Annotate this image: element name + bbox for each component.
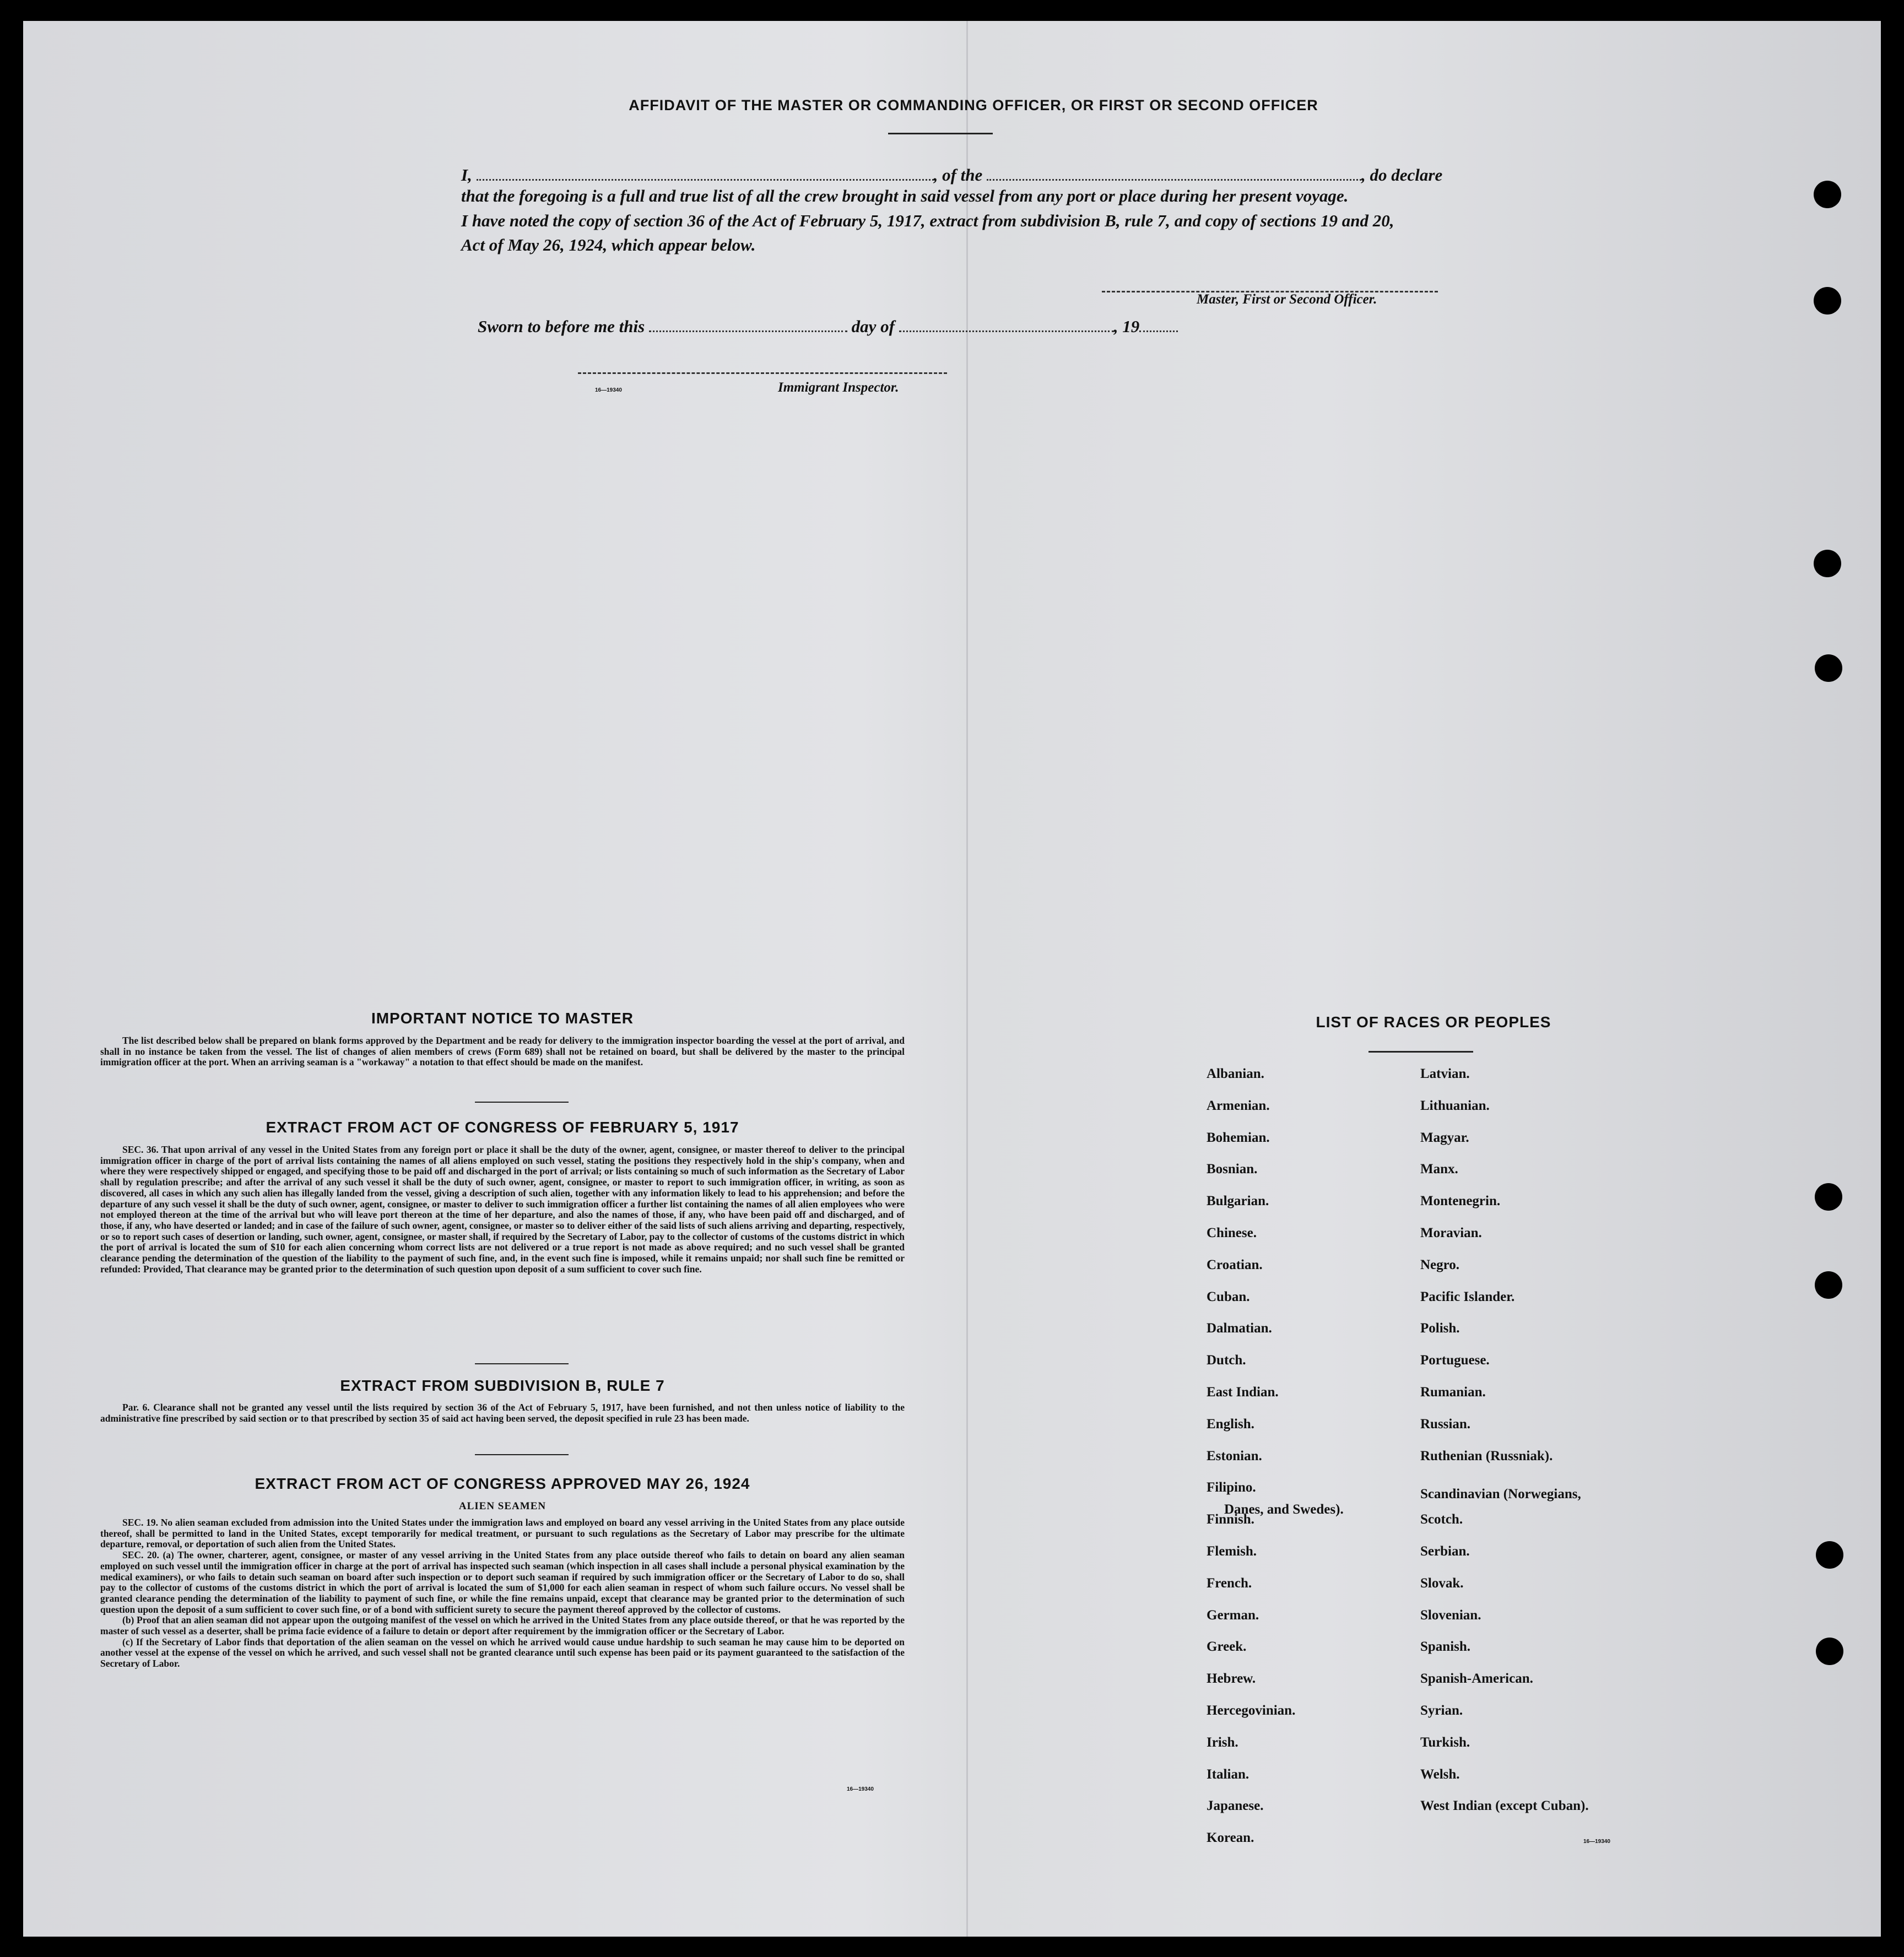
race-item: Montenegrin. bbox=[1420, 1194, 1501, 1209]
race-item: Armenian. bbox=[1207, 1098, 1270, 1113]
section-36-paragraph: SEC. 36. That upon arrival of any vessel in the United States from any foreign port or place it shall be the duty of the owner, agent, consignee, or master thereof to deliver to the principal immigration officer in charge of the port of arrival lists containing the names of all aliens employed on such vessel, stating the positions they respectively hold in the ship's company, when and where they were respectively shipped or engaged, and specifying those to be paid off and discharged in the port of arrival; or lists containing so much of such information as the Secretary of Labor shall by regulation prescribe; and after the arrival of any such vessel it shall be the duty of such owner, agent, consignee, or master to report to such immigration officer, in writing, as soon as discovered, all cases in which any such alien has illegally landed from the vessel, giving a description of such alien, together with any information likely to lead to his apprehension; and before the departure of any such vessel it shall be the duty of such owner, agent, consignee, or master to deliver to such immigration officer a further list containing the names of all alien employees who were not employed thereon at the time of the arrival but who will leave port thereon at the time of her departure, and also the names of those, if any, who have been paid off and discharged, and of those, if any, who have deserted or landed; and in case of the failure of such owner, agent, consignee, or master so to deliver either of the said lists of such aliens arriving and departing, respectively, or so to report such cases of desertion or landing, such owner, agent, consignee, or master shall, if required by the Secretary of Labor, pay to the collector of customs of the customs district in which the port of arrival is located the sum of $10 for each alien concerning whom correct lists are not delivered or a true report is not made as above required; and no such vessel shall be granted clearance pending the determination of the question of the liability to the payment of such fine, and, in the event such fine is imposed, while it remains unpaid; nor shall such fine be remitted or refunded: Provided, That clearance may be granted prior to the determination of such question upon deposit of a sum sufficient to cover such fine. bbox=[100, 1144, 905, 1275]
race-item: Bosnian. bbox=[1207, 1162, 1258, 1177]
race-item: Negro. bbox=[1420, 1257, 1460, 1272]
binder-hole bbox=[1814, 181, 1841, 208]
race-item: Japanese. bbox=[1207, 1798, 1264, 1814]
binder-hole bbox=[1814, 550, 1841, 577]
center-fold bbox=[966, 21, 968, 1937]
affidavit-line-4: Act of May 26, 1924, which appear below. bbox=[461, 235, 756, 254]
extract-1924-text bbox=[100, 1517, 905, 1669]
race-item: Magyar. bbox=[1420, 1130, 1469, 1145]
race-item: German. bbox=[1207, 1607, 1259, 1623]
extract-1917-text bbox=[100, 1145, 905, 1275]
race-item: Albanian. bbox=[1207, 1066, 1264, 1081]
sworn-mid: day of bbox=[851, 317, 895, 336]
name-blank[interactable] bbox=[477, 177, 934, 181]
title-underline bbox=[888, 133, 993, 134]
race-item: Estonian. bbox=[1207, 1448, 1262, 1463]
vessel-blank[interactable] bbox=[987, 177, 1361, 181]
race-item: Welsh. bbox=[1420, 1766, 1460, 1782]
race-item: Manx. bbox=[1420, 1162, 1458, 1177]
form-number: 16—19340 bbox=[1583, 1839, 1610, 1845]
affidavit-line-2: that the foregoing is a full and true list of all the crew brought in said vessel from any port or place during her present voyage. bbox=[461, 186, 1349, 205]
section-20a-paragraph: SEC. 20. (a) The owner, charterer, agent, consignee, or master of any vessel arriving in the United States from any place outside thereof who fails to detain on board any alien seaman employed on such vessel until the immigration officer in charge at the port of arrival has inspected such seaman (which inspection in all cases shall include a personal physical examination by the medical examiners), or who fails to detain such seaman on board after such inspection or to deport such seaman if required by such immigration officer or the Secretary of Labor to do so, shall pay to the collector of customs of the customs district in which the port of arrival is located the sum of $1,000 for each alien seaman in respect of whom such failure occurs. No vessel shall be granted clearance pending the determination of the liability to payment of such fine, or while the fine remains unpaid, except that clearance may be granted prior to the determination of such question upon the deposit of a sum sufficient to cover such fine, or of a bond with sufficient surety to secure the payment thereof approved by the collector of customs. bbox=[100, 1549, 905, 1615]
race-item: Italian. bbox=[1207, 1766, 1250, 1782]
race-item: Slovak. bbox=[1420, 1575, 1464, 1591]
race-item: Slovenian. bbox=[1420, 1607, 1481, 1623]
sworn-start: Sworn to before me this bbox=[478, 317, 645, 336]
sworn-end: , 19 bbox=[1113, 317, 1140, 336]
race-item: Moravian. bbox=[1420, 1226, 1482, 1240]
form-number: 16—19340 bbox=[595, 387, 622, 393]
notice-title: IMPORTANT NOTICE TO MASTER bbox=[371, 1010, 634, 1027]
extract-1924-title: EXTRACT FROM ACT OF CONGRESS APPROVED MAY 26, 1924 bbox=[255, 1475, 750, 1492]
race-item: Korean. bbox=[1207, 1830, 1254, 1846]
race-item: French. bbox=[1207, 1575, 1252, 1591]
race-item: Hercegovinian. bbox=[1207, 1703, 1296, 1718]
race-item: Ruthenian (Russniak). bbox=[1420, 1448, 1553, 1463]
race-item: East Indian. bbox=[1207, 1385, 1279, 1400]
race-item: Polish. bbox=[1420, 1321, 1460, 1336]
binder-hole bbox=[1816, 1541, 1843, 1569]
alien-seamen-subtitle: ALIEN SEAMEN bbox=[458, 1500, 547, 1512]
race-item: Rumanian. bbox=[1420, 1385, 1486, 1400]
year-blank[interactable] bbox=[1139, 328, 1178, 332]
race-item: Filipino. bbox=[1207, 1480, 1256, 1495]
affidavit-line1-end: , do declare bbox=[1361, 165, 1443, 185]
race-item: Spanish-American. bbox=[1420, 1671, 1533, 1687]
race-item: Spanish. bbox=[1420, 1639, 1471, 1655]
race-item: Dutch. bbox=[1207, 1353, 1246, 1368]
month-blank[interactable] bbox=[899, 328, 1114, 332]
race-item: Irish. bbox=[1207, 1734, 1238, 1750]
race-item: Greek. bbox=[1207, 1639, 1247, 1655]
race-item: Serbian. bbox=[1420, 1544, 1470, 1559]
race-item: Russian. bbox=[1420, 1416, 1471, 1432]
section-19-paragraph: SEC. 19. No alien seaman excluded from admission into the United States under the immigration laws and employed on board any vessel arriving in the United States from any place outside thereof, shall be permitted to land in the United States, except temporarily for medical treatment, or pursuant to such regulations as the Secretary of Labor may prescribe for the ultimate departure, removal, or deportation of such alien from the United States. bbox=[100, 1517, 905, 1550]
race-item: Croatian. bbox=[1207, 1257, 1263, 1272]
sworn-line bbox=[478, 317, 1178, 337]
binder-hole bbox=[1815, 1183, 1842, 1211]
section-divider bbox=[475, 1454, 569, 1455]
race-item: Bohemian. bbox=[1207, 1130, 1270, 1145]
race-item: Syrian. bbox=[1420, 1703, 1463, 1718]
race-item: Hebrew. bbox=[1207, 1671, 1256, 1687]
race-item: Pacific Islander. bbox=[1420, 1289, 1515, 1304]
inspector-signature-line[interactable] bbox=[578, 372, 947, 374]
form-number: 16—19340 bbox=[847, 1786, 874, 1792]
document-sheet bbox=[23, 21, 1881, 1937]
affidavit-title: AFFIDAVIT OF THE MASTER OR COMMANDING OFFICER, OR FIRST OR SECOND OFFICER bbox=[629, 97, 1318, 113]
race-item: Finnish. bbox=[1207, 1512, 1254, 1527]
paragraph-6: Par. 6. Clearance shall not be granted any vessel until the lists required by section 36 of the Act of February 5, 1917, have been furnished, and not then unless notice of liability to the administrative fine prescribed by said section or to that prescribed by section 35 of said act having been served, the deposit specified in rule 23 has been made. bbox=[100, 1402, 905, 1424]
affidavit-line1-start: I, bbox=[461, 165, 472, 185]
affidavit-line-3: I have noted the copy of section 36 of the Act of February 5, 1917, extract from subdivision B, rule 7, and copy of sections 19 and 20, bbox=[461, 211, 1394, 230]
race-item: Cuban. bbox=[1207, 1289, 1250, 1304]
race-item: Latvian. bbox=[1420, 1066, 1470, 1081]
race-item: Lithuanian. bbox=[1420, 1098, 1490, 1113]
notice-paragraph: The list described below shall be prepared on blank forms approved by the Department and be ready for delivery to the immigration inspector boarding the vessel at the port of arrival, and shall in no instance be taken from the vessel. The list of changes of alien members of crews (Form 689) shall not be retained on board, but shall be delivered by the master to the principal immigration officer at the port. When an arriving seaman is a "workaway" a notation to that effect should be made on the manifest. bbox=[100, 1035, 905, 1068]
race-item: West Indian (except Cuban). bbox=[1420, 1798, 1589, 1814]
section-divider bbox=[475, 1102, 569, 1103]
signature-caption: Master, First or Second Officer. bbox=[1197, 292, 1377, 307]
races-title-underline bbox=[1368, 1051, 1473, 1053]
day-blank[interactable] bbox=[649, 328, 847, 332]
affidavit-line1-mid: , of the bbox=[933, 165, 983, 185]
inspector-caption: Immigrant Inspector. bbox=[778, 380, 899, 395]
races-title: LIST OF RACES OR PEOPLES bbox=[1316, 1013, 1551, 1031]
binder-hole bbox=[1815, 654, 1842, 682]
race-item: Bulgarian. bbox=[1207, 1194, 1269, 1209]
race-item: Turkish. bbox=[1420, 1734, 1470, 1750]
subdivision-text bbox=[100, 1402, 905, 1424]
binder-hole bbox=[1816, 1638, 1843, 1665]
subdivision-title: EXTRACT FROM SUBDIVISION B, RULE 7 bbox=[340, 1377, 665, 1394]
section-divider bbox=[475, 1363, 569, 1364]
binder-hole bbox=[1815, 1271, 1842, 1299]
race-item: Danes, and Swedes). bbox=[1224, 1502, 1344, 1517]
notice-text bbox=[100, 1036, 905, 1068]
extract-1917-title: EXTRACT FROM ACT OF CONGRESS OF FEBRUARY 5, 1917 bbox=[266, 1119, 739, 1136]
affidavit-line-1 bbox=[461, 165, 1442, 185]
race-item: Chinese. bbox=[1207, 1226, 1257, 1240]
section-20c-paragraph: (c) If the Secretary of Labor finds that deportation of the alien seaman on the vessel on which he arrived would cause undue hardship to such seaman he may cause him to be deported on another vessel at the expense of the vessel on which he arrived, and such vessel shall not be granted clearance until such expense has been paid or its payment guaranteed to the satisfaction of the Secretary of Labor. bbox=[100, 1636, 905, 1669]
binder-hole bbox=[1814, 287, 1841, 315]
race-item: Dalmatian. bbox=[1207, 1321, 1272, 1336]
race-item: English. bbox=[1207, 1416, 1254, 1432]
race-item: Portuguese. bbox=[1420, 1353, 1490, 1368]
race-item: Scotch. bbox=[1420, 1512, 1463, 1527]
race-item: Scandinavian (Norwegians, bbox=[1420, 1487, 1581, 1502]
race-item: Flemish. bbox=[1207, 1544, 1257, 1559]
section-20b-paragraph: (b) Proof that an alien seaman did not appear upon the outgoing manifest of the vessel on which he arrived in the United States from any place outside thereof, or that he was reported by the master of such vessel as a deserter, shall be prima facie evidence of a failure to detain or deport after requirement by the immigration officer or the Secretary of Labor. bbox=[100, 1614, 905, 1637]
